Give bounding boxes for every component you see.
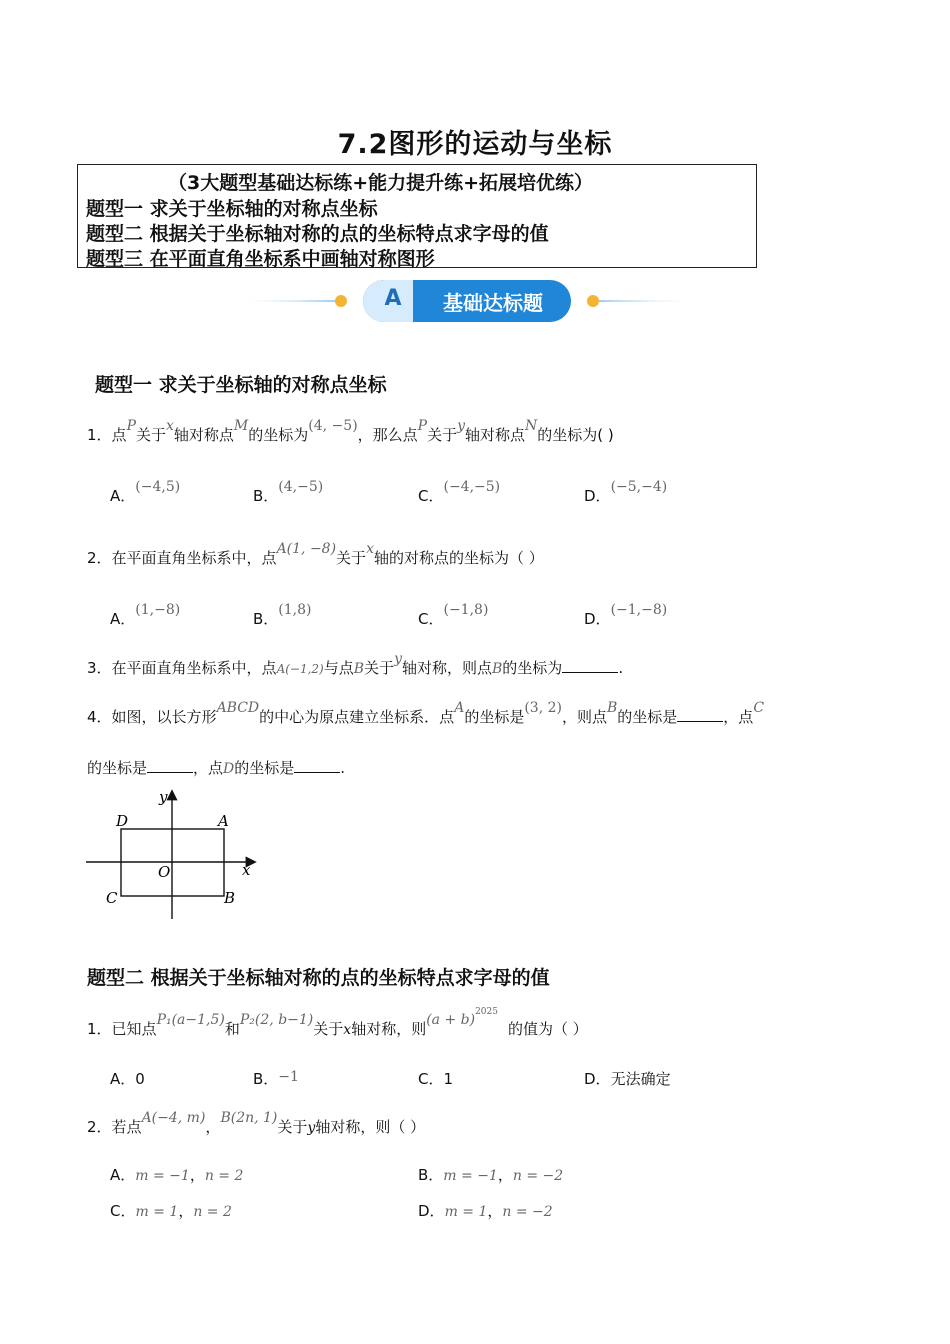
label-o: O bbox=[158, 863, 171, 881]
q-num: 3． bbox=[87, 659, 112, 677]
math-var: M bbox=[233, 418, 249, 434]
banner-dot-right bbox=[587, 295, 599, 307]
q-text: 关于 bbox=[135, 426, 166, 444]
option-sep: ， bbox=[178, 1202, 194, 1220]
math-var: A bbox=[454, 700, 465, 716]
banner-line-left bbox=[246, 300, 336, 302]
q-num: 2． bbox=[87, 549, 112, 567]
option-m: m = 1 bbox=[444, 1204, 488, 1220]
math-var: x bbox=[366, 541, 374, 557]
option-m: m = −1 bbox=[443, 1168, 498, 1184]
q-text: 和 bbox=[224, 1020, 240, 1038]
option-label: B． bbox=[253, 1070, 279, 1088]
math-var: D bbox=[223, 761, 235, 777]
q-text: ， bbox=[205, 1118, 221, 1136]
math-var: B bbox=[606, 700, 618, 716]
option-value: 1 bbox=[443, 1070, 454, 1088]
summary-line-3: 题型三 在平面直角坐标系中画轴对称图形 bbox=[86, 248, 435, 270]
s1-q2-option-a[interactable] bbox=[110, 602, 181, 629]
option-value: (−1,−8) bbox=[610, 602, 668, 618]
s1-q1-option-a[interactable] bbox=[110, 479, 181, 506]
s2-q2-option-a[interactable] bbox=[110, 1164, 243, 1185]
s1-q1-option-b[interactable] bbox=[253, 479, 324, 506]
math-var: B bbox=[492, 661, 503, 677]
s2-q2-option-c[interactable] bbox=[110, 1200, 232, 1221]
math-var: ABCD bbox=[216, 700, 260, 716]
option-m: m = −1 bbox=[135, 1168, 190, 1184]
q-text: 已知点 bbox=[111, 1020, 157, 1038]
math-var: B bbox=[353, 661, 365, 677]
option-n: n = −2 bbox=[512, 1168, 564, 1184]
s2-q2-option-d[interactable] bbox=[418, 1200, 553, 1221]
option-label: D． bbox=[584, 1070, 611, 1088]
q-text: 的坐标是 bbox=[464, 708, 525, 726]
q-num: 1． bbox=[87, 1020, 112, 1038]
option-value: (1,8) bbox=[278, 602, 312, 618]
option-value: (4,−5) bbox=[278, 479, 324, 495]
math-point: A(1, −8) bbox=[276, 541, 337, 557]
answer-blank[interactable] bbox=[562, 672, 618, 673]
q-text: 的值为（ ） bbox=[507, 1020, 588, 1038]
q-text: 轴对称，则（ ） bbox=[315, 1118, 426, 1136]
option-label: B． bbox=[418, 1166, 444, 1184]
q-text: 关于 bbox=[336, 549, 367, 567]
q-text: 在平面直角坐标系中，点 bbox=[111, 549, 277, 567]
banner-line-right bbox=[598, 300, 686, 302]
math-exponent: 2025 bbox=[475, 1007, 498, 1017]
q-text: 轴对称点 bbox=[173, 426, 234, 444]
math-point: A(−4, m) bbox=[141, 1110, 206, 1126]
s1-q1-option-c[interactable] bbox=[418, 479, 501, 506]
q-num: 4． bbox=[87, 708, 112, 726]
q-num: 2． bbox=[87, 1118, 112, 1136]
s2-q1-option-a[interactable] bbox=[110, 1068, 145, 1089]
math-point: A(−1,2) bbox=[276, 662, 324, 676]
label-b: B bbox=[224, 889, 236, 907]
q-text: ，那么点 bbox=[357, 426, 418, 444]
q-text: 如图，以长方形 bbox=[111, 708, 217, 726]
math-var: P bbox=[126, 418, 136, 434]
math-var: x bbox=[343, 1022, 352, 1038]
s1-q1-option-d[interactable] bbox=[584, 479, 668, 506]
q-text: 的坐标为( ) bbox=[537, 426, 614, 444]
section2-heading: 题型二 根据关于坐标轴对称的点的坐标特点求字母的值 bbox=[87, 967, 550, 989]
coordinate-figure bbox=[80, 785, 270, 925]
banner-dot-left bbox=[335, 295, 347, 307]
s1-q1-text bbox=[87, 418, 614, 445]
math-var: N bbox=[525, 418, 538, 434]
answer-blank[interactable] bbox=[677, 721, 723, 722]
q-text: 的中心为原点建立坐标系．点 bbox=[259, 708, 455, 726]
option-sep: ， bbox=[189, 1166, 205, 1184]
option-n: n = −2 bbox=[502, 1204, 553, 1220]
q-text: 关于 bbox=[313, 1020, 344, 1038]
option-value: (−4,−5) bbox=[443, 479, 501, 495]
s1-q3-text bbox=[87, 651, 624, 678]
option-value: (1,−8) bbox=[135, 602, 181, 618]
option-label: B． bbox=[253, 610, 279, 628]
q-text: 在平面直角坐标系中，点 bbox=[111, 659, 277, 677]
q-text: . bbox=[340, 759, 346, 777]
option-label: C． bbox=[418, 610, 444, 628]
q-text: 关于 bbox=[427, 426, 458, 444]
option-label: C． bbox=[110, 1202, 136, 1220]
option-n: n = 2 bbox=[193, 1204, 232, 1220]
q-text: 与点 bbox=[323, 659, 354, 677]
option-value: 0 bbox=[135, 1070, 145, 1088]
summary-line-1: 题型一 求关于坐标轴的对称点坐标 bbox=[86, 198, 378, 220]
q-text: 的坐标为 bbox=[248, 426, 309, 444]
q-text: 轴对称点 bbox=[465, 426, 526, 444]
option-label: C． bbox=[418, 487, 444, 505]
option-value: 无法确定 bbox=[610, 1070, 671, 1088]
option-label: A． bbox=[110, 1166, 136, 1184]
q-text: 若点 bbox=[111, 1118, 142, 1136]
option-label: D． bbox=[584, 610, 611, 628]
section1-heading: 题型一 求关于坐标轴的对称点坐标 bbox=[95, 374, 387, 396]
s1-q4-text-cont bbox=[87, 757, 345, 778]
option-label: A． bbox=[110, 1070, 136, 1088]
option-label: D． bbox=[418, 1202, 445, 1220]
q-text: 的坐标是 bbox=[87, 759, 148, 777]
s2-q1-text bbox=[87, 1007, 588, 1039]
math-var: y bbox=[394, 651, 402, 667]
q-text: ，点 bbox=[193, 759, 224, 777]
option-label: D． bbox=[584, 487, 611, 505]
label-c: C bbox=[106, 889, 118, 907]
option-value: (−5,−4) bbox=[610, 479, 668, 495]
option-label: A． bbox=[110, 487, 136, 505]
option-value: −1 bbox=[278, 1069, 299, 1085]
math-point: P₁(a−1,5) bbox=[156, 1012, 225, 1028]
option-sep: ， bbox=[497, 1166, 513, 1184]
banner-letter: A bbox=[384, 286, 402, 311]
label-y: y bbox=[159, 788, 168, 806]
math-expr: (a + b) bbox=[426, 1012, 476, 1028]
option-value: (−1,8) bbox=[443, 602, 489, 618]
q-text: 的坐标为 bbox=[502, 659, 563, 677]
math-var: x bbox=[166, 418, 174, 434]
q-num: 1． bbox=[87, 426, 112, 444]
s2-q1-option-b[interactable] bbox=[253, 1068, 299, 1089]
q-text: 点 bbox=[111, 426, 127, 444]
s2-q1-option-d[interactable] bbox=[584, 1068, 671, 1089]
q-text: 关于 bbox=[277, 1118, 308, 1136]
s1-q2-option-b[interactable] bbox=[253, 602, 312, 629]
q-text: . bbox=[618, 659, 624, 677]
q-text: 轴对称，则 bbox=[351, 1020, 427, 1038]
summary-box bbox=[77, 164, 757, 268]
summary-subtitle: （3大题型基础达标练+能力提升练+拓展培优练） bbox=[168, 172, 594, 194]
s1-q4-text bbox=[87, 700, 765, 727]
option-value: (−4,5) bbox=[135, 479, 181, 495]
q-text: 轴对称，则点 bbox=[401, 659, 492, 677]
q-text: ，点 bbox=[723, 708, 754, 726]
math-var: y bbox=[307, 1120, 316, 1136]
page-title: 7.2图形的运动与坐标 bbox=[337, 129, 613, 160]
q-text: 关于 bbox=[364, 659, 395, 677]
s1-q2-text bbox=[87, 541, 544, 568]
option-n: n = 2 bbox=[204, 1168, 244, 1184]
option-label: C． bbox=[418, 1070, 444, 1088]
s1-q2-option-c[interactable] bbox=[418, 602, 489, 629]
math-point: B(2n, 1) bbox=[220, 1110, 278, 1126]
q-text: 轴的对称点的坐标为（ ） bbox=[373, 549, 544, 567]
label-d: D bbox=[116, 812, 129, 830]
s2-q2-text bbox=[87, 1110, 426, 1137]
banner-label: 基础达标题 bbox=[443, 291, 543, 315]
summary-line-2: 题型二 根据关于坐标轴对称的点的坐标特点求字母的值 bbox=[86, 223, 549, 245]
s1-q2-option-d[interactable] bbox=[584, 602, 668, 629]
answer-blank[interactable] bbox=[294, 772, 340, 773]
q-text: 的坐标是 bbox=[617, 708, 678, 726]
label-x: x bbox=[242, 861, 251, 879]
section-banner bbox=[246, 278, 686, 324]
option-m: m = 1 bbox=[135, 1204, 179, 1220]
math-point: P₂(2, b−1) bbox=[239, 1012, 314, 1028]
q-text: ，则点 bbox=[561, 708, 607, 726]
math-var: y bbox=[457, 418, 466, 434]
s2-q1-option-c[interactable] bbox=[418, 1068, 453, 1089]
option-sep: ， bbox=[487, 1202, 503, 1220]
math-coord: (3, 2) bbox=[524, 700, 562, 716]
option-label: A． bbox=[110, 610, 136, 628]
math-var: C bbox=[753, 700, 765, 716]
s2-q2-option-b[interactable] bbox=[418, 1164, 563, 1185]
option-label: B． bbox=[253, 487, 279, 505]
answer-blank[interactable] bbox=[147, 772, 193, 773]
math-coord: (4, −5) bbox=[308, 418, 358, 434]
q-text: 的坐标是 bbox=[234, 759, 295, 777]
label-a: A bbox=[218, 812, 229, 830]
math-var: P bbox=[417, 418, 428, 434]
